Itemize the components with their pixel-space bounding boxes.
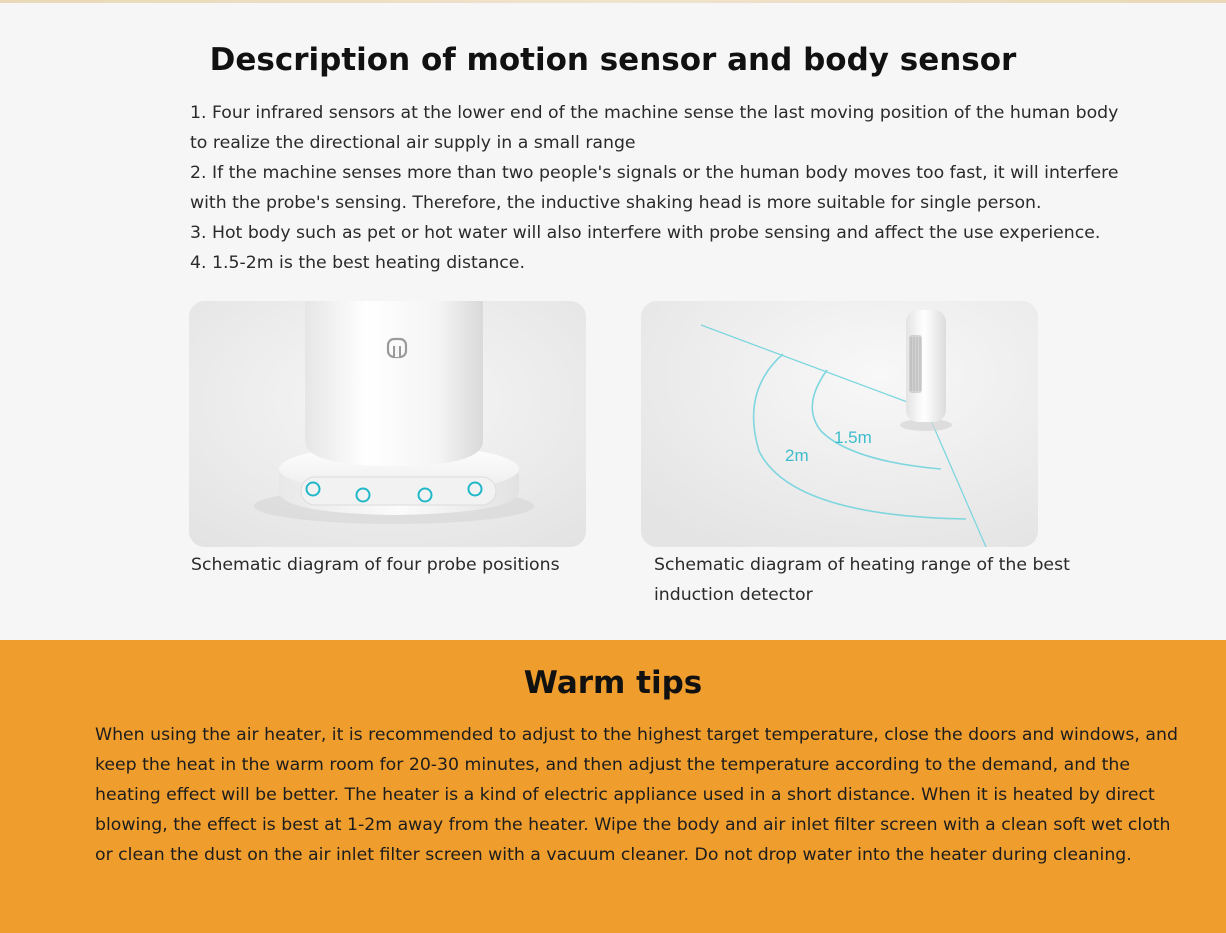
heating-range-figure xyxy=(641,301,1038,547)
description-item-4: 4. 1.5-2m is the best heating distance. xyxy=(190,253,525,273)
tips-body: When using the air heater, it is recommended to adjust to the highest target temperature, close the doors and windows, and keep the heat in the warm room for 20-30 minutes, and then adjust the temperature according to the demand, and the heating effect will be better. The heater is a kind of electric appliance used in a short distance. When it is heated by direct blowing, the effect is best at 1-2m away from the heater. Wipe the body and air inlet filter screen with a clean soft wet cloth or clean the dust on the air inlet filter screen with a vacuum cleaner. Do not drop water into the heater during cleaning. xyxy=(95,725,1178,865)
description-item-2: 2. If the machine senses more than two people's signals or the human body moves too fast, it will interfere with the probe's sensing. Therefore, the inductive shaking head is more suitable for single person. xyxy=(190,163,1119,213)
warm-tips-section xyxy=(0,640,1226,933)
section-title: Description of motion sensor and body sensor xyxy=(209,42,1017,78)
description-list xyxy=(190,98,1130,278)
description-item-3: 3. Hot body such as pet or hot water will also interfere with probe sensing and affect the use experience. xyxy=(190,223,1101,243)
range-label-inner: 1.5m xyxy=(834,428,872,447)
range-label-outer: 2m xyxy=(785,446,809,465)
tips-title: Warm tips xyxy=(523,665,703,701)
heating-range-image xyxy=(641,301,1038,547)
description-item-1: 1. Four infrared sensors at the lower end of the machine sense the last moving position of the human body to realize the directional air supply in a small range xyxy=(190,103,1119,153)
probe-positions-caption: Schematic diagram of four probe positions xyxy=(191,555,560,575)
heating-range-caption: Schematic diagram of heating range of the best induction detector xyxy=(654,555,1070,605)
probe-positions-image xyxy=(189,301,586,547)
probe-positions-figure xyxy=(189,301,586,547)
